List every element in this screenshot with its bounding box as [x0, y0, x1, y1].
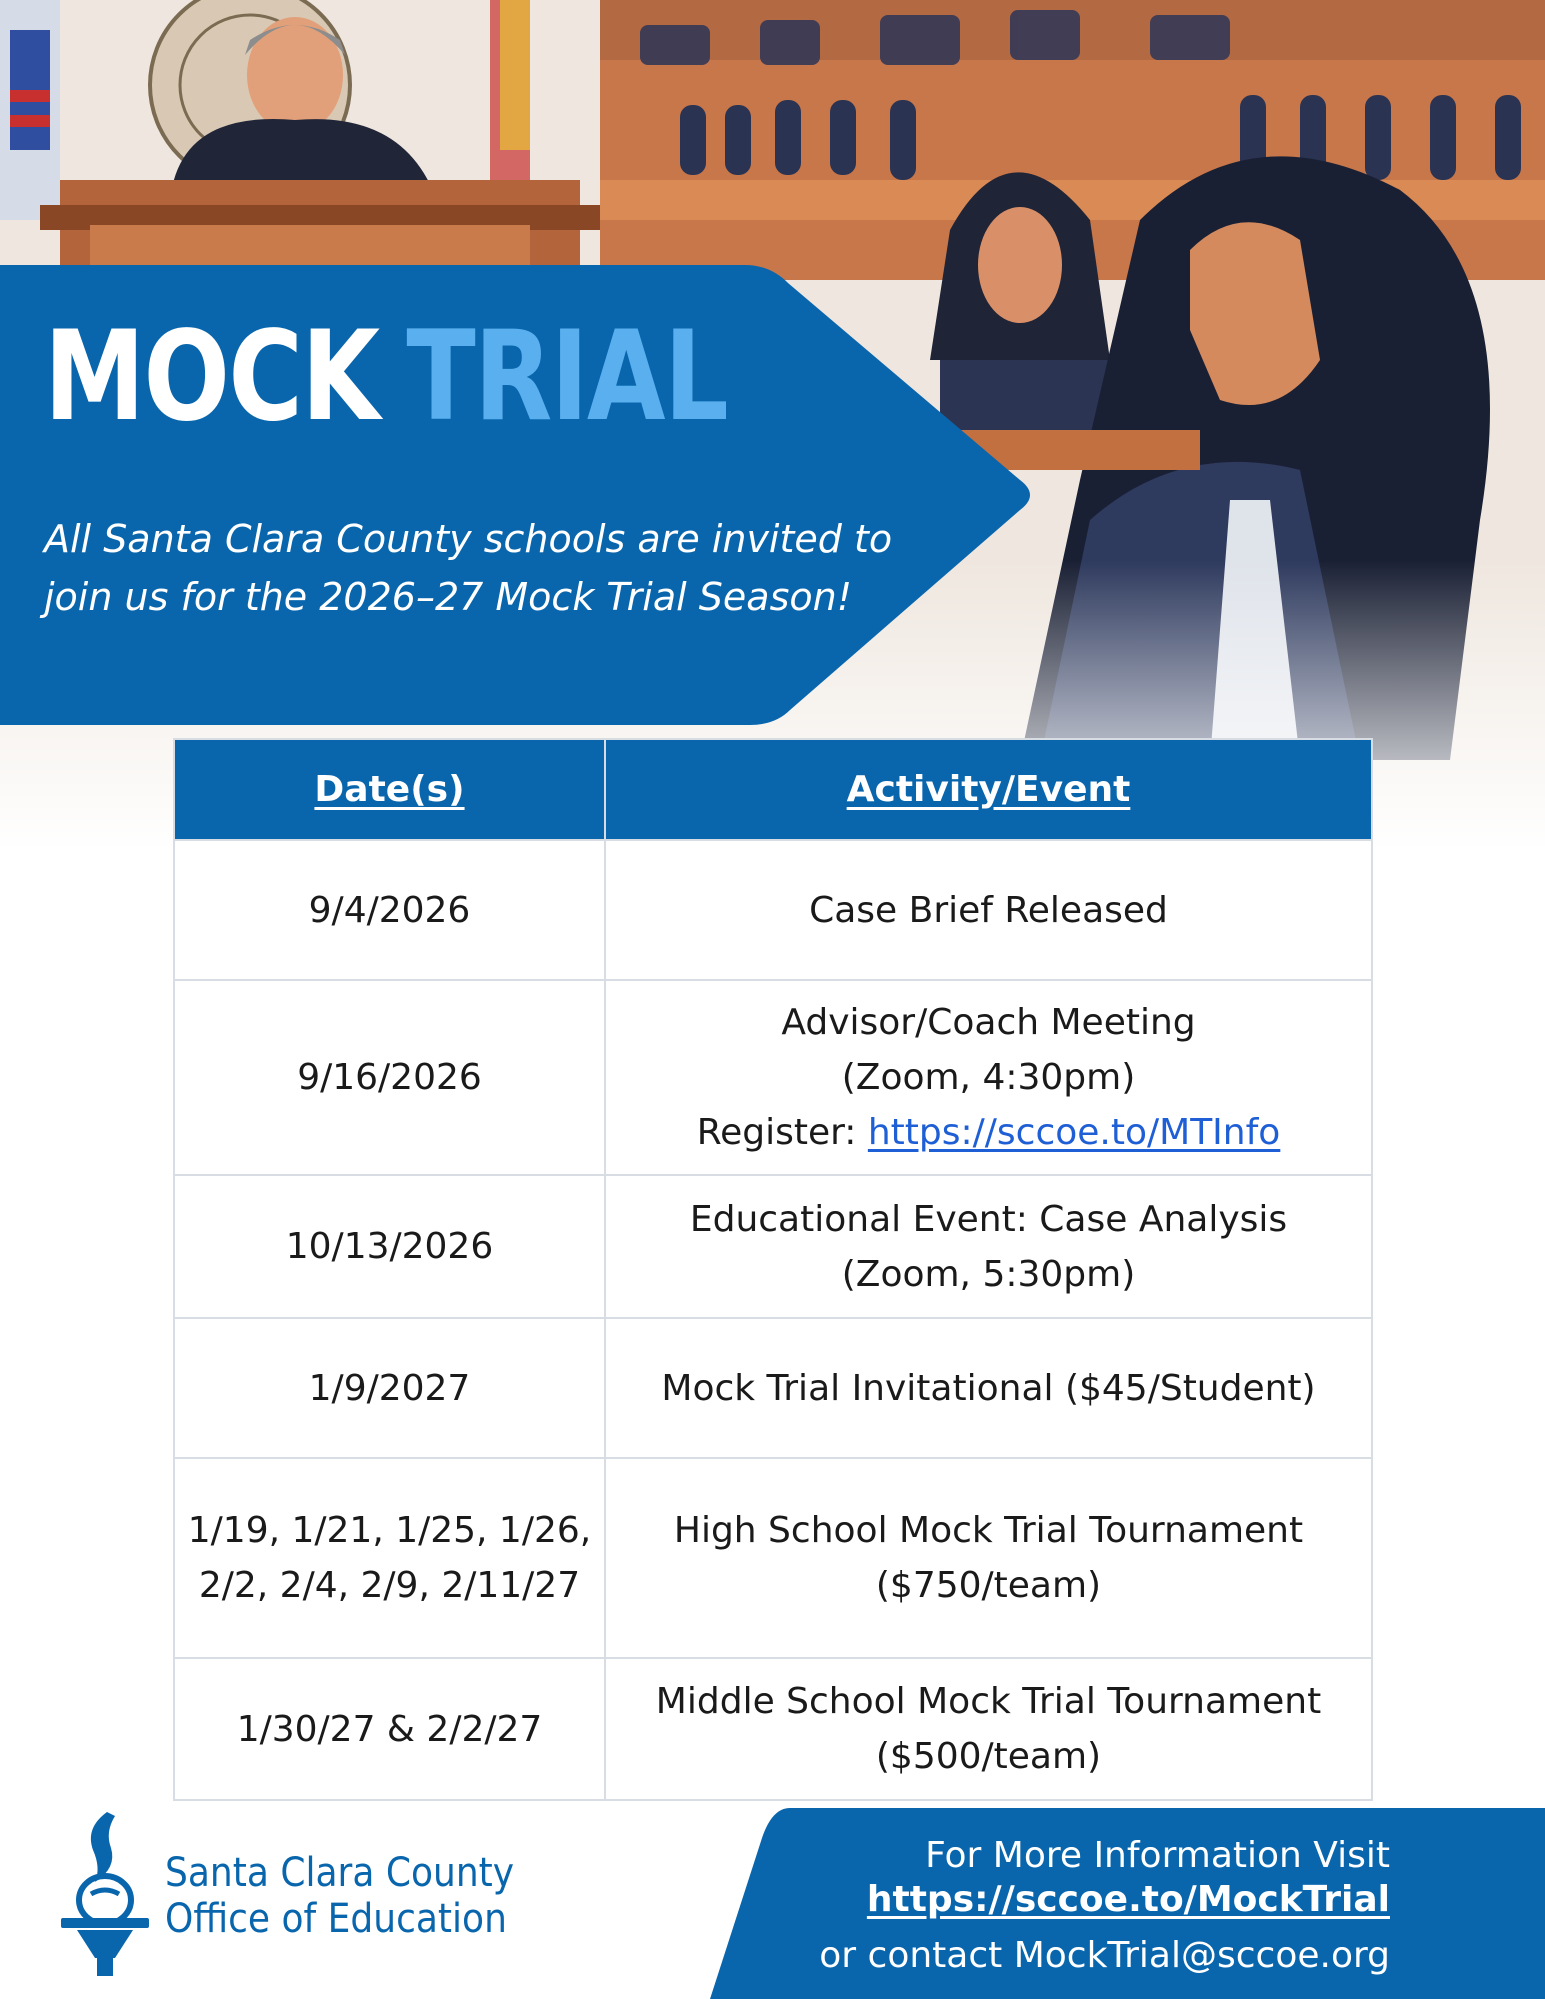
column-header-dates: Date(s) [174, 739, 605, 840]
sccoe-logo [55, 1808, 525, 1978]
table-row [174, 980, 1372, 1175]
org-name-line-2: Office of Education [165, 1896, 507, 1942]
date-text: 1/9/2027 [308, 1367, 471, 1409]
event-cell [605, 1175, 1372, 1318]
title-word-trial: TRIAL [406, 305, 728, 449]
event-text: High School Mock Trial Tournament [673, 1510, 1304, 1551]
table-row [174, 1458, 1372, 1658]
date-text: 9/16/2026 [297, 1057, 482, 1098]
event-text: Advisor/Coach Meeting [781, 1002, 1196, 1043]
column-header-activity: Activity/Event [605, 739, 1372, 840]
event-cell [605, 980, 1372, 1175]
date-cell [174, 1175, 605, 1318]
schedule-table [173, 738, 1373, 1801]
event-text: Mock Trial Invitational ($45/Student) [661, 1367, 1316, 1409]
title-word-mock: MOCK [44, 305, 379, 449]
event-text: Middle School Mock Trial Tournament [655, 1681, 1322, 1722]
org-name [165, 1850, 514, 1942]
event-text: Case Brief Released [809, 889, 1168, 931]
info-label: For More Information Visit [925, 1835, 1390, 1876]
date-text: 10/13/2026 [285, 1226, 494, 1267]
contact-email-text: or contact MockTrial@sccoe.org [819, 1935, 1390, 1976]
table-row [174, 1318, 1372, 1458]
table-row [174, 1658, 1372, 1800]
torch-icon [55, 1808, 155, 1978]
event-detail-text: ($500/team) [875, 1736, 1102, 1777]
date-cell [174, 1458, 605, 1658]
event-cell [605, 1318, 1372, 1458]
event-detail-text: (Zoom, 4:30pm) [841, 1057, 1136, 1098]
date-cell [174, 1318, 605, 1458]
register-link[interactable]: https://sccoe.to/MTInfo [867, 1112, 1281, 1153]
date-cell [174, 1658, 605, 1800]
invitation-subtitle: All Santa Clara County schools are invited to join us for the 2026–27 Mock Trial Season! [44, 517, 893, 619]
table-header-row [174, 739, 1372, 840]
page-title [44, 305, 728, 449]
event-text: Educational Event: Case Analysis [689, 1198, 1288, 1240]
event-detail-text: ($750/team) [875, 1565, 1102, 1606]
table-row [174, 840, 1372, 980]
date-cell [174, 980, 605, 1175]
footer-info-text [819, 1834, 1390, 1978]
date-cell [174, 840, 605, 980]
date-text: 1/30/27 & 2/2/27 [236, 1708, 543, 1750]
date-text: 9/4/2026 [308, 889, 471, 931]
date-text: 2/2, 2/4, 2/9, 2/11/27 [198, 1565, 581, 1606]
org-name-line-1: Santa Clara County [165, 1850, 515, 1896]
event-detail-text: (Zoom, 5:30pm) [841, 1253, 1136, 1295]
table-row [174, 1175, 1372, 1318]
date-text: 1/19, 1/21, 1/25, 1/26, [187, 1510, 592, 1551]
event-cell [605, 840, 1372, 980]
register-line [616, 1105, 1361, 1160]
event-cell [605, 1658, 1372, 1800]
event-cell [605, 1458, 1372, 1658]
mock-trial-link[interactable]: https://sccoe.to/MockTrial [866, 1879, 1390, 1920]
register-label: Register: [696, 1112, 857, 1153]
